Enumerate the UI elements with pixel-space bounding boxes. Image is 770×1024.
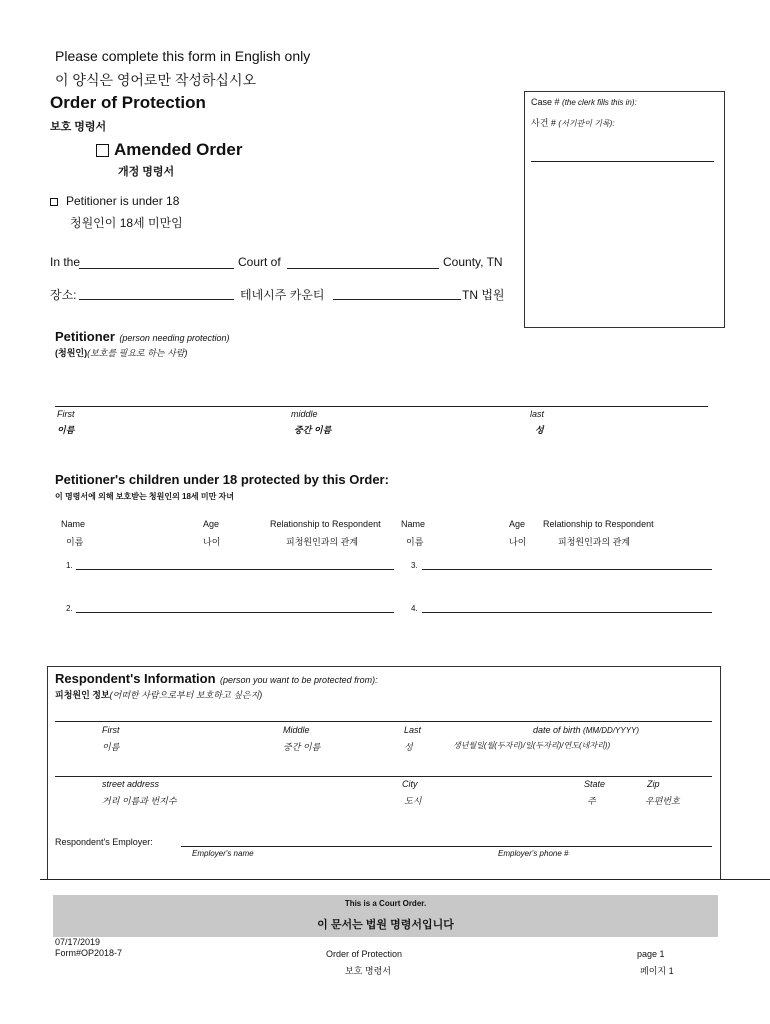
- banner-en: This is a Court Order.: [344, 899, 427, 908]
- under18-label: Petitioner is under 18: [66, 194, 180, 208]
- petitioner-hint-ko: (보호를 필요로 하는 사람): [87, 348, 188, 358]
- case-label-ko: [531, 116, 615, 129]
- court-of-label: Court of: [238, 255, 281, 269]
- respondent-name-field[interactable]: [55, 721, 712, 722]
- respondent-employer-field[interactable]: [181, 846, 712, 847]
- county-field-ko[interactable]: [333, 299, 461, 300]
- amended-order: [96, 140, 242, 160]
- child-row-number-2: 2.: [66, 604, 73, 613]
- resp-middle-label: Middle: [283, 725, 310, 735]
- resp-zip-label: Zip: [647, 779, 660, 789]
- court-type-field-ko[interactable]: [79, 299, 234, 300]
- footer-form-name: Order of Protection: [326, 949, 403, 959]
- under18-row: [50, 194, 179, 208]
- case-hint-en: (the clerk fills this in):: [562, 98, 637, 107]
- resp-state-label: State: [584, 779, 606, 789]
- resp-last-label: Last: [404, 725, 422, 735]
- resp-dob-text: date of birth: [533, 725, 581, 735]
- page-title-ko: 보호 명령서: [50, 121, 107, 133]
- child-col-rel-2: Relationship to Respondent: [543, 519, 654, 529]
- child-col-age-2: Age: [509, 519, 526, 529]
- county-field[interactable]: [287, 268, 439, 269]
- employer-phone-label: Employer's phone #: [498, 849, 569, 858]
- footer-date: 07/17/2019: [55, 937, 101, 947]
- respondent-hint-ko: (어떠한 사람으로부터 보호하고 싶은지): [109, 690, 263, 700]
- petitioner-hint: (person needing protection): [119, 333, 230, 343]
- respondent-address-field[interactable]: [55, 776, 712, 777]
- child-col-age-ko-2: 나이: [509, 537, 527, 547]
- case-label: [531, 97, 637, 107]
- respondent-heading-ko: [55, 688, 262, 701]
- resp-middle-label-ko: 중간 이름: [283, 742, 321, 752]
- footer-form-name-ko: 보호 명령서: [345, 966, 391, 976]
- resp-city-label-ko: 도시: [404, 796, 422, 806]
- child-col-name: Name: [61, 519, 86, 529]
- petitioner-heading-ko: [55, 346, 188, 359]
- respondent-hint: (person you want to be protected from):: [220, 675, 378, 685]
- petitioner-last-label-ko: 성: [535, 425, 544, 435]
- case-label-ko-text: 사건 #: [531, 118, 556, 128]
- respondent-title-ko: 피청원인 정보: [55, 690, 110, 700]
- child-col-rel: Relationship to Respondent: [270, 519, 381, 529]
- footer-page: page 1: [637, 949, 665, 959]
- children-title-ko: 이 명령서에 의해 보호받는 청원인의 18세 미만 자녀: [55, 492, 235, 501]
- resp-dob-format: (MM/DD/YYYY): [583, 726, 640, 735]
- resp-street-label: street address: [102, 779, 160, 789]
- banner-ko: 이 문서는 법원 명령서입니다: [317, 919, 454, 931]
- petitioner-first-label: First: [57, 409, 75, 419]
- county-tn-label: County, TN: [443, 255, 503, 269]
- child-row-2-field[interactable]: [76, 612, 394, 613]
- petitioner-name-field[interactable]: [55, 406, 708, 407]
- tn-court-ko-label: TN 법원: [462, 288, 505, 302]
- in-the-label: In the: [50, 255, 81, 269]
- resp-first-label: First: [102, 725, 120, 735]
- resp-dob-label-ko: 생년월일(월(두자리)/일(두자리)/연도(네자리)): [453, 741, 611, 750]
- child-row-number-4: 4.: [411, 604, 418, 613]
- petitioner-last-label: last: [530, 409, 545, 419]
- resp-zip-label-ko: 우편번호: [645, 796, 680, 806]
- petitioner-middle-label-ko: 중간 이름: [294, 425, 332, 435]
- under18-checkbox[interactable]: [50, 198, 58, 206]
- case-hint-ko: (서기관이 기록):: [558, 119, 615, 128]
- children-title: Petitioner's children under 18 protected by this Order:: [55, 472, 389, 487]
- amended-label-ko: 개정 명령서: [118, 166, 175, 178]
- amended-label: Amended Order: [114, 140, 243, 159]
- respondent-title: Respondent's Information: [55, 671, 216, 686]
- child-row-4-field[interactable]: [422, 612, 712, 613]
- case-label-en: Case #: [531, 97, 560, 107]
- child-col-name-ko-2: 이름: [406, 537, 424, 547]
- petitioner-middle-label: middle: [291, 409, 318, 419]
- under18-label-ko: 청원인이 18세 미만임: [70, 216, 183, 230]
- resp-employer-label: Respondent's Employer:: [55, 837, 153, 847]
- instruction-ko: 이 양식은 영어로만 작성하십시오: [55, 72, 257, 88]
- footer-page-ko: 페이지 1: [640, 966, 674, 976]
- instruction-en: Please complete this form in English only: [55, 48, 311, 64]
- child-col-age-ko: 나이: [203, 537, 221, 547]
- page-divider: [40, 879, 770, 880]
- resp-street-label-ko: 거리 이름과 번지수: [102, 796, 177, 806]
- child-row-number-3: 3.: [411, 561, 418, 570]
- footer-form-number: Form#OP2018-7: [55, 948, 123, 958]
- resp-last-label-ko: 성: [404, 742, 413, 752]
- child-row-3-field[interactable]: [422, 569, 712, 570]
- amended-checkbox[interactable]: [96, 144, 109, 157]
- child-col-rel-ko-2: 피청원인과의 관계: [558, 537, 631, 547]
- petitioner-heading: [55, 328, 230, 346]
- child-row-number-1: 1.: [66, 561, 73, 570]
- resp-first-label-ko: 이름: [102, 742, 120, 752]
- resp-state-label-ko: 주: [587, 796, 596, 806]
- respondent-heading: [55, 670, 378, 688]
- tn-county-ko-label: 테네시주 카운티: [240, 288, 325, 302]
- petitioner-title-ko: (청원인): [55, 348, 88, 358]
- petitioner-first-label-ko: 이름: [57, 425, 75, 435]
- child-row-1-field[interactable]: [76, 569, 394, 570]
- child-col-age: Age: [203, 519, 220, 529]
- employer-name-label: Employer's name: [192, 849, 254, 858]
- case-number-field[interactable]: [531, 161, 714, 162]
- resp-city-label: City: [402, 779, 418, 789]
- child-col-name-ko: 이름: [66, 537, 84, 547]
- child-col-name-2: Name: [401, 519, 426, 529]
- place-ko-label: 장소:: [50, 288, 77, 302]
- child-col-rel-ko: 피청원인과의 관계: [286, 537, 359, 547]
- court-type-field[interactable]: [79, 268, 234, 269]
- petitioner-title: Petitioner: [55, 329, 115, 344]
- page-title: Order of Protection: [50, 93, 206, 112]
- resp-dob-label: [533, 725, 639, 735]
